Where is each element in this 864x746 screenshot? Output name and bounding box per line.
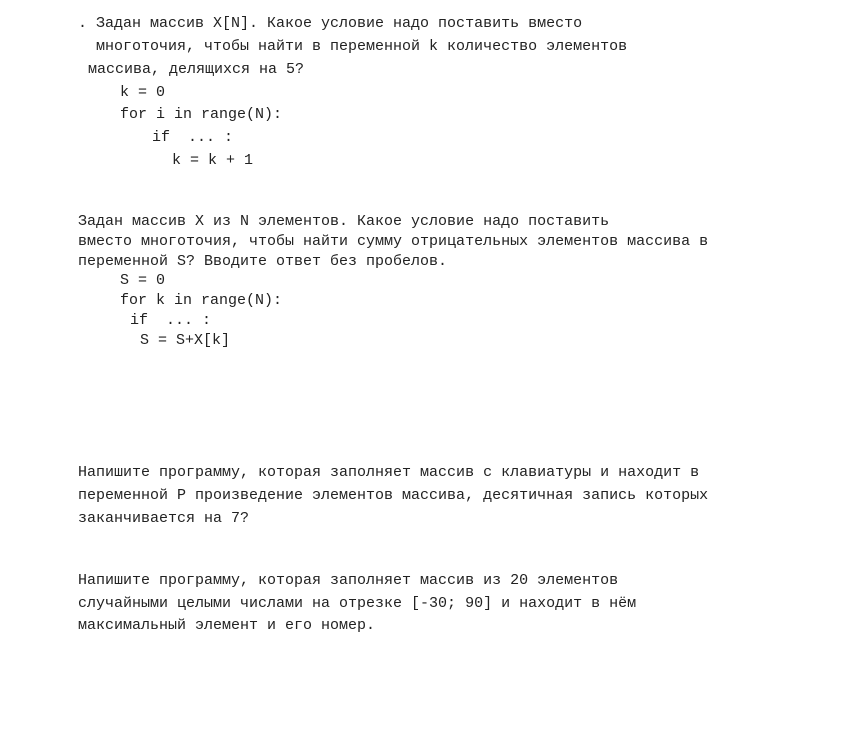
task-2-code-line-2: for k in range(N): <box>120 292 283 309</box>
task-4-question-line-3: максимальный элемент и его номер. <box>78 617 376 634</box>
task-2-code-line-3: if ... : <box>130 312 212 329</box>
task-2-question-line-1: Задан массив X из N элементов. Какое условие надо поставить <box>78 213 610 230</box>
task-4-question-line-1: Напишите программу, которая заполняет массив из 20 элементов <box>78 572 619 589</box>
task-3-question-line-3: заканчивается на 7? <box>78 510 250 527</box>
task-1-code-line-4: k = k + 1 <box>172 152 254 169</box>
task-1-code-line-3: if ... : <box>152 129 234 146</box>
task-2-code-line-1: S = 0 <box>120 272 166 289</box>
task-3-question-line-2: переменной P произведение элементов массива, десятичная запись которых <box>78 487 709 504</box>
task-2-question-line-2: вместо многоточия, чтобы найти сумму отрицательных элементов массива в <box>78 233 709 250</box>
task-4-question-line-2: случайными целыми числами на отрезке [-30; 90] и находит в нём <box>78 595 637 612</box>
task-1-code-line-1: k = 0 <box>120 84 166 101</box>
task-1-question-line-2: многоточия, чтобы найти в переменной k количество элементов <box>96 38 628 55</box>
task-1-code-line-2: for i in range(N): <box>120 106 283 123</box>
task-1-question-line-1: . Задан массив X[N]. Какое условие надо поставить вместо <box>78 15 583 32</box>
task-2-question-line-3: переменной S? Вводите ответ без пробелов. <box>78 253 448 270</box>
task-1-question-line-3: массива, делящихся на 5? <box>88 61 305 78</box>
task-3-question-line-1: Напишите программу, которая заполняет массив с клавиатуры и находит в <box>78 464 700 481</box>
task-2-code-line-4: S = S+X[k] <box>140 332 231 349</box>
